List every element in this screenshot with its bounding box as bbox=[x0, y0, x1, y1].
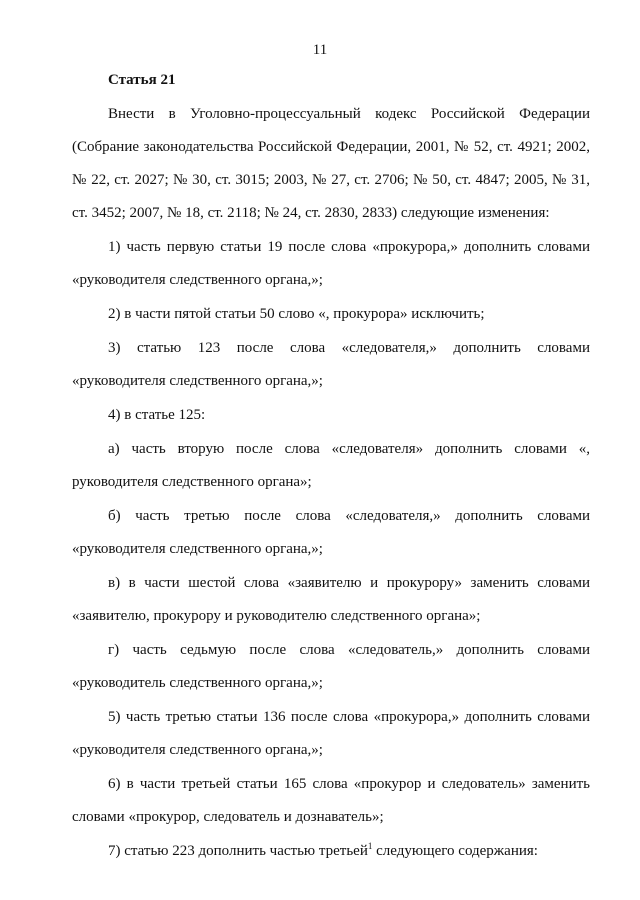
paragraph-item-4g: г) часть седьмую после слова «следователь,» дополнить словами «руководитель следственного органа,»; bbox=[72, 642, 590, 691]
paragraph-item-6: 6) в части третьей статьи 165 слова «прокурор и следователь» заменить словами «прокурор, следователь и дознаватель»; bbox=[72, 776, 590, 825]
paragraph-item-2: 2) в части пятой статьи 50 слово «, прокурора» исключить; bbox=[108, 306, 485, 322]
superscript-marker: 1 bbox=[367, 841, 373, 851]
document-body bbox=[72, 64, 590, 868]
paragraph-item-4v: в) в части шестой слова «заявителю и прокурору» заменить словами «заявителю, прокурору и руководителю следственного органа»; bbox=[72, 575, 590, 624]
paragraph-item-7-text: 7) статью 223 дополнить частью третьей bbox=[108, 843, 368, 859]
paragraph-item-5: 5) часть третью статьи 136 после слова «прокурора,» дополнить словами «руководителя следственного органа,»; bbox=[72, 709, 590, 758]
paragraph-item-3: 3) статью 123 после слова «следователя,» дополнить словами «руководителя следственного органа,»; bbox=[72, 340, 590, 389]
page-number: 11 bbox=[312, 42, 328, 58]
paragraph-item-4a: а) часть вторую после слова «следователя» дополнить словами «, руководителя следственного органа»; bbox=[72, 441, 590, 490]
paragraph-item-1: 1) часть первую статьи 19 после слова «прокурора,» дополнить словами «руководителя следственного органа,»; bbox=[72, 239, 590, 288]
paragraph-item-7 bbox=[72, 835, 590, 868]
paragraph-item-4b: б) часть третью после слова «следователя,» дополнить словами «руководителя следственного органа,»; bbox=[72, 508, 590, 557]
article-heading: Статья 21 bbox=[108, 72, 176, 88]
paragraph-intro: Внести в Уголовно-процессуальный кодекс Российской Федерации (Собрание законодательства Российской Федерации, 2001, № 52, ст. 4921; 2002, № 22, ст. 2027; № 30, ст. 3015; 2003, № 27, ст. 2706; № 50, ст. 4847; 2005, № 31, ст. 3452; 2007, № 18, ст. 2118; № 24, ст. 2830, 2833) следующие изменения: bbox=[72, 106, 590, 221]
paragraph-item-4: 4) в статье 125: bbox=[108, 407, 206, 423]
paragraph-item-7-tail: следующего содержания: bbox=[372, 843, 538, 859]
